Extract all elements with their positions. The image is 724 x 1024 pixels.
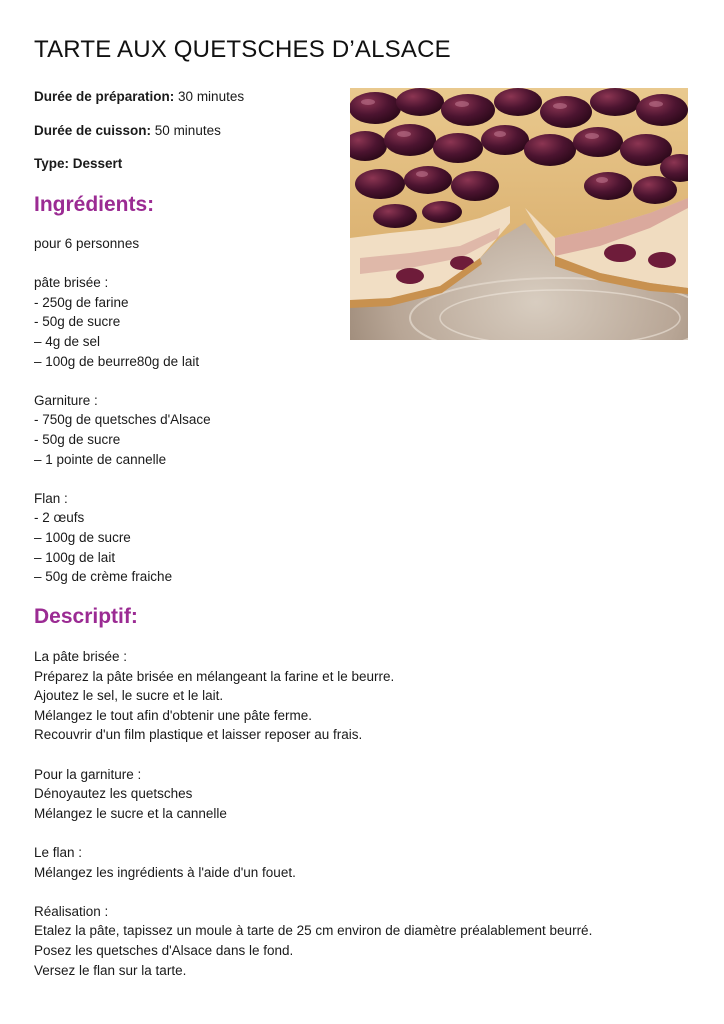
prep-time-value: 30 minutes [178,89,245,104]
cook-time-label: Durée de cuisson: [34,123,152,138]
prep-time-label: Durée de préparation: [34,89,175,104]
cook-time-value: 50 minutes [154,123,221,138]
list-item: - 750g de quetsches d'Alsace [34,412,211,428]
descriptif-heading: Descriptif: [34,605,138,628]
cook-time [34,123,221,138]
recipe-title: TARTE AUX QUETSCHES D’ALSACE [34,36,451,63]
step-section-title: Le flan : [34,844,83,860]
ingredients-list [34,234,674,587]
prep-time [34,89,244,104]
servings: pour 6 personnes [34,236,140,251]
recipe-type [34,156,122,171]
step-line: Mélangez le tout afin d'obtenir une pâte ferme. [34,707,313,723]
list-item: - 50g de sucre [34,314,121,330]
step-line: Préparez la pâte brisée en mélangeant la farine et le beurre. [34,668,395,684]
step-line: Mélangez les ingrédients à l'aide d'un fouet. [34,864,296,880]
list-item: – 1 pointe de cannelle [34,451,167,467]
list-item: - 2 œufs [34,510,85,526]
list-item: – 4g de sel [34,333,101,349]
list-item: – 100g de beurre80g de lait [34,353,200,369]
step-line: Recouvrir d'un film plastique et laisser reposer au frais. [34,727,363,743]
step-line: Ajoutez le sel, le sucre et le lait. [34,688,224,704]
step-section-title: Réalisation : [34,903,109,919]
descriptif-text [34,647,674,980]
list-item: – 100g de sucre [34,529,131,545]
list-item: – 50g de crème fraiche [34,569,173,585]
step-line: Dénoyautez les quetsches [34,786,193,802]
step-section-title: La pâte brisée : [34,649,128,664]
list-item: - 250g de farine [34,294,129,310]
step-section-title: Pour la garniture : [34,766,142,782]
step-line: Posez les quetsches d'Alsace dans le fond. [34,942,294,958]
list-item: – 100g de lait [34,549,116,565]
list-item: - 50g de sucre [34,431,121,447]
step-line: Etalez la pâte, tapissez un moule à tarte de 25 cm environ de diamètre préalablement beurré. [34,923,593,939]
recipe-type-label: Type: Dessert [34,156,123,171]
step-line: Mélangez le sucre et la cannelle [34,805,227,821]
pate-title: pâte brisée : [34,275,109,291]
flan-title: Flan : [34,490,68,506]
garniture-title: Garniture : [34,392,98,408]
step-line: Versez le flan sur la tarte. [34,962,187,978]
ingredients-heading: Ingrédients: [34,193,155,216]
